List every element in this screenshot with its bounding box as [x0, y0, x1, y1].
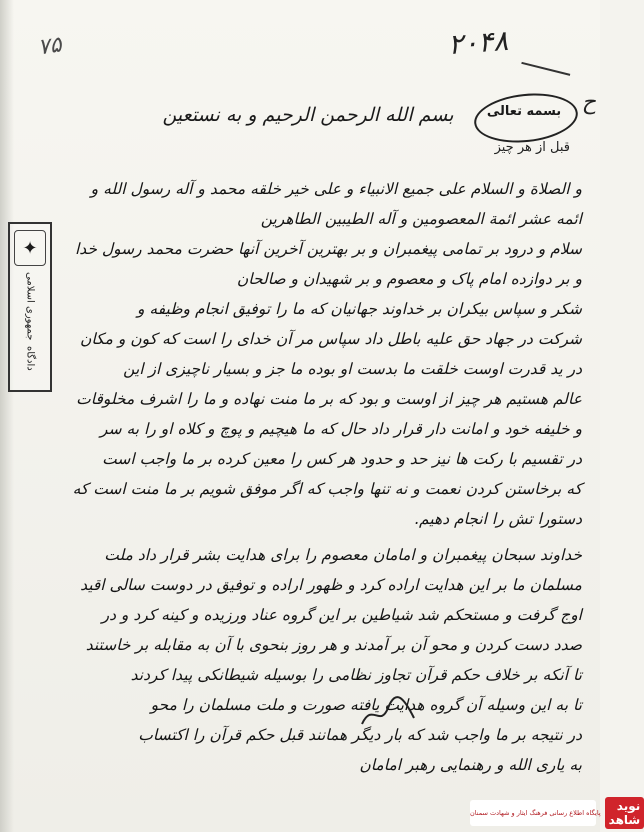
body-line: و الصلاة و السلام علی جمیع الانبیاء و علی خیر خلقه محمد و آله رسول الله و [90, 180, 582, 198]
corner-tick-mark [521, 52, 572, 76]
body-line: شرکت در جهاد حق علیه باطل داد سپاس مر آن خدای را است که کون و مکان [79, 330, 582, 348]
letter-body [62, 174, 582, 780]
stamp-emblem-icon: ✦ [14, 230, 46, 266]
body-line: که برخاستن کردن نعمت و نه تنها واجب که اگر موفق شویم بر ما منت است که [72, 480, 582, 498]
body-line: ائمه عشر ائمة المعصومین و آله الطیبین الطاهرین [260, 210, 582, 228]
logo-subtitle: پایگاه اطلاع رسانی فرهنگ ایثار و شهادت سمنان [470, 809, 601, 817]
body-line: در ید قدرت اوست خلقت ما بدست او بوده ما جز و بسیار ناچیزی از این [123, 360, 582, 378]
body-line: تا به این وسیله آن گروه هدایت یافته صورت و ملت مسلمان را محو [150, 696, 582, 714]
body-line: دستورا تش را انجام دهیم. [414, 510, 582, 528]
body-line: به یاری الله و رهنمایی رهبر امامان [359, 756, 582, 774]
page-number: ۲۰۴۸ [446, 23, 510, 62]
body-line: و بر دوازده امام پاک و معصوم و بر شهیدان و صالحان [236, 270, 582, 288]
logo-brand: نوید شاهد [605, 797, 644, 829]
stamp-text-line: جمهوری اسلامی [24, 272, 36, 341]
body-line: مسلمان ما بر این هدایت اراده کرد و ظهور اراده و توفیق در دوست سالی اقید [80, 576, 582, 594]
scan-edge-shadow [0, 0, 14, 832]
body-line: اوج گرفت و مستحکم شد شیاطین بر این گروه عناد ورزیده و کینه کرد و در [101, 606, 582, 624]
body-line: در نتیجه بر ما واجب شد که بار دیگر همانند قبل حکم قرآن را اکتساب [138, 726, 582, 744]
basmala-heading: بسم الله الرحمن الرحیم و به نستعین [162, 104, 454, 126]
body-line: سلام و درود بر تمامی پیغمبران و بر بهترین آخرین آنها حضرت محمد رسول خدا [74, 240, 582, 258]
body-line: صدد دست کردن و محو آن بر آمدند و هر روز بنحوی با آن به مقابله بر خاستند [85, 636, 582, 654]
body-line: شکر و سپاس بیکران بر خداوند جهانیان که ما را توفیق انجام وظیفه و [136, 300, 582, 318]
header-label: بسمه تعالی [486, 104, 562, 119]
opening-line: قبل از هر چیز [494, 140, 570, 155]
side-handwritten-mark: ح [581, 90, 596, 115]
inline-scribble-mark [358, 694, 418, 734]
body-line: تا آنکه بر خلاف حکم قرآن تجاوز نظامی را بوسیله شیطانکی پیدا کردند [130, 666, 582, 684]
corner-handwritten-mark: ۷۵ [36, 32, 64, 61]
official-stamp [8, 222, 52, 392]
site-watermark-logo [470, 799, 641, 827]
body-line: عالم هستیم هر چیز از اوست و بود که بر ما منت نهاده و ما را اشرف مخلوقات [76, 390, 582, 408]
body-line: در تقسیم با رکت ها نیز حد و حدود هر کس را معین کرده بر ما واجب است [102, 450, 582, 468]
body-line: خداوند سبحان پیغمبران و امامان معصوم را برای هدایت بشر قرار داد ملت [104, 546, 582, 564]
body-line: و خلیفه خود و امانت دار قرار داد حال که ما هیچیم و پوچ و کلاه او را به سر [100, 420, 582, 438]
stamp-text-line: دادگاه [24, 346, 36, 372]
